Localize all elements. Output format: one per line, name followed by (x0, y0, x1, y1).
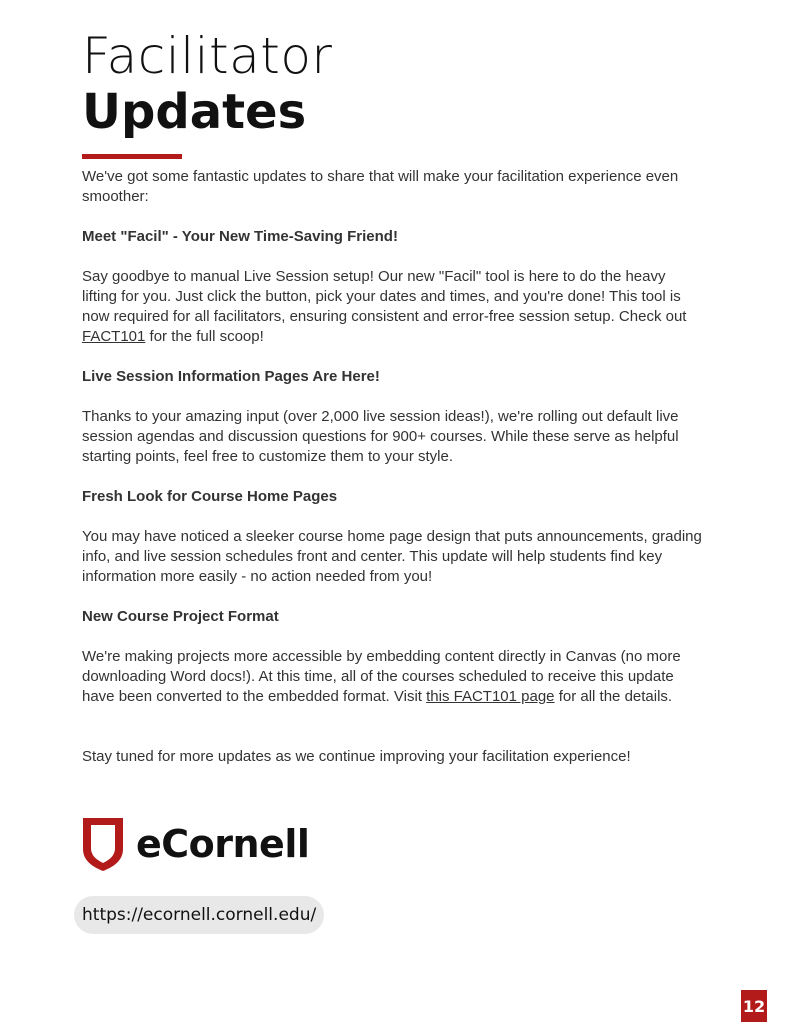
section-body-project-format (82, 647, 702, 707)
fact101-page-link[interactable]: this FACT101 page (426, 688, 555, 705)
website-url[interactable]: https://ecornell.cornell.edu/ (74, 896, 324, 934)
closing-paragraph: Stay tuned for more updates as we continue improving your facilitation experience! (82, 748, 631, 765)
section-body-project-text-end: for all the details. (554, 688, 673, 705)
fact101-link[interactable]: FACT101 (82, 328, 146, 345)
shield-icon (80, 815, 126, 873)
intro-paragraph: We've got some fantastic updates to share that will make your facilitation experience even smoother: (82, 168, 679, 205)
section-heading-project-format: New Course Project Format (82, 608, 279, 625)
section-body-facil-text-end: for the full scoop! (145, 328, 264, 345)
section-body-facil-text: Say goodbye to manual Live Session setup! Our new "Facil" tool is here to do the heavy lifting for you. Just click the button, pick your dates and times, and you're done! This tool is now required for all facilitators, ensuring consistent and error-free session setup. Check out (82, 268, 687, 325)
section-body-course-home: You may have noticed a sleeker course home page design that puts announcements, grading info, and live session schedules front and center. This update will help students find key information more easily - no action needed from you! (82, 528, 702, 585)
spacer (82, 727, 702, 747)
section-heading-live-session: Live Session Information Pages Are Here! (82, 368, 380, 385)
section-heading-course-home: Fresh Look for Course Home Pages (82, 488, 338, 505)
title-divider (82, 154, 182, 159)
logo-text: eCornell (136, 822, 310, 866)
page-title-line2: Updates (82, 84, 307, 140)
section-body-project-text: We're making projects more accessible by embedding content directly in Canvas (no more downloading Word docs!). At this time, all of the courses scheduled to receive this update have been converted to the embedded format. Visit (82, 648, 681, 705)
ecornell-logo (80, 815, 309, 873)
page-number-badge: 12 (741, 990, 767, 1022)
section-body-live-session: Thanks to your amazing input (over 2,000 live session ideas!), we're rolling out default live session agendas and discussion questions for 900+ courses. While these serve as helpful starting points, feel free to customize them to your style. (82, 408, 679, 465)
page-content (82, 28, 702, 787)
page-title-line1: Facilitator (82, 27, 333, 85)
section-heading-facil: Meet "Facil" - Your New Time-Saving Friend! (82, 228, 398, 245)
section-body-facil (82, 267, 702, 347)
